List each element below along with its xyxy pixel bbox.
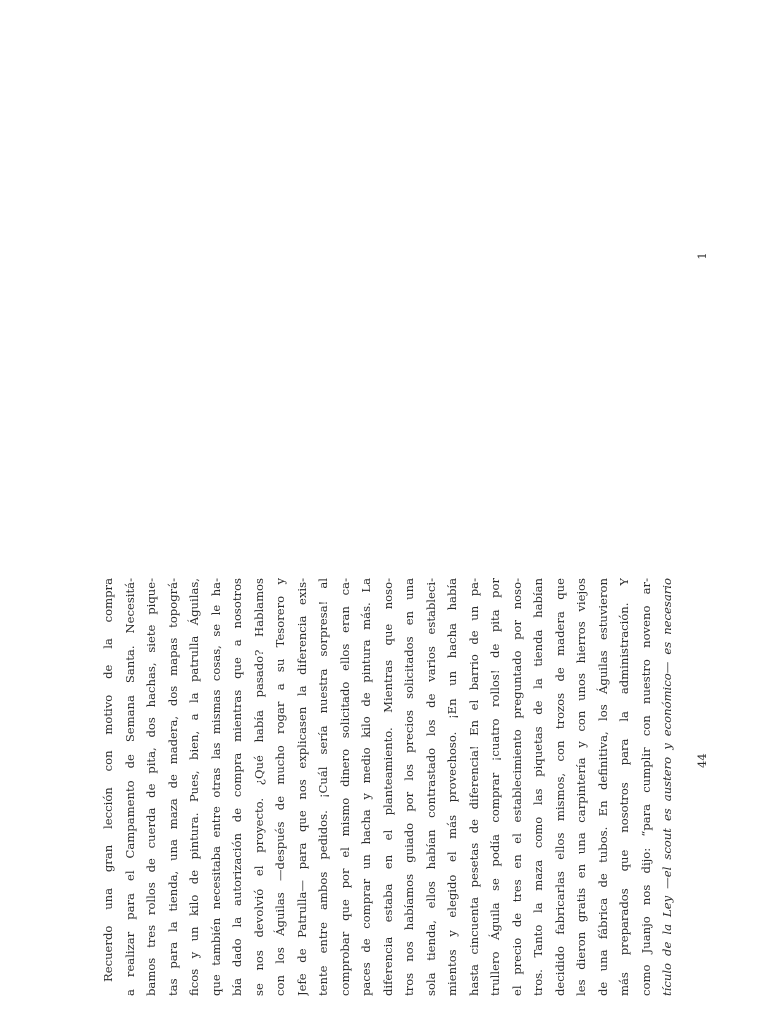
text-line: ficos y un kilo de pintura. Pues, bien, a la patrulla Águilas, — [187, 578, 201, 996]
text-line: tente entre ambos pedidos. ¡Cuál sería nuestra sorpresa! al — [316, 578, 330, 996]
page-number-text: 44 — [695, 753, 709, 768]
text-line: les dieron gratis en una carpintería y con unos hierros viejos — [574, 578, 588, 996]
text-line: tros nos habíamos guiado por los precios solicitados en una — [402, 578, 416, 996]
text-line: decidido fabricarlas ellos mismos, con trozos de madera que — [552, 578, 567, 996]
text-line: bía dado la autorización de compra mientras que a nosotros — [230, 578, 244, 996]
text-line: tas para la tienda, una maza de madera, dos mapas topográ- — [165, 578, 180, 996]
text-line: más preparados que nosotros para la administración. Y — [617, 578, 631, 996]
paragraph — [98, 578, 674, 996]
text-line: que también necesitaba entre otras las mismas cosas, se le ha- — [208, 578, 223, 996]
text-line: bamos tres rollos de cuerda de pita, dos hachas, siete pique- — [144, 578, 158, 996]
text-line: diferencia estaba en el planteamiento. Mientras que noso- — [380, 578, 395, 996]
text-line: como Juanjo nos dijo: “para cumplir con nuestro noveno ar- — [638, 578, 653, 996]
text-line: a realizar para el Campamento de Semana Santa. Necesitá- — [122, 578, 137, 996]
text-line: con los Águilas —después de mucho rogar a su Tesorero y — [273, 578, 287, 996]
text-line: Jefe de Patrulla— para que nos explicasen la diferencia exis- — [294, 578, 309, 996]
body-text — [98, 578, 674, 996]
text-line: comprobar que por el mismo dinero solicitado ellos eran ca- — [337, 578, 352, 996]
page-number — [695, 753, 709, 780]
text-line: hasta cincuenta pesetas de diferencia! En el barrio de un pa- — [466, 578, 481, 996]
text-line: mientos y elegido el más provechoso. ¡En un hacha había — [445, 578, 459, 996]
text-line: sola tienda, ellos habían contrastado los de varios estableci- — [423, 578, 438, 996]
corner-mark — [696, 250, 708, 266]
corner-mark-text: 1 — [695, 252, 709, 260]
text-line: se nos devolvió el proyecto. ¿Qué había pasado? Hablamos — [251, 578, 266, 996]
text-line: tros. Tanto la maza como las piquetas de la tienda habían — [531, 578, 545, 996]
text-line: de una fábrica de tubos. En definitiva, los Águilas estuvieron — [595, 578, 610, 996]
text-line: Recuerdo una gran lección con motivo de la compra — [101, 578, 115, 982]
text-line: tículo de la Ley —el scout es austero y económico— es necesario — [660, 578, 674, 996]
text-line: el precio de tres en el establecimiento preguntado por noso- — [509, 578, 524, 996]
text-line: trullero Águila se podía comprar ¡cuatro rollos! de pita por — [488, 578, 502, 996]
text-line: paces de comprar un hacha y medio kilo de pintura más. La — [359, 578, 373, 996]
